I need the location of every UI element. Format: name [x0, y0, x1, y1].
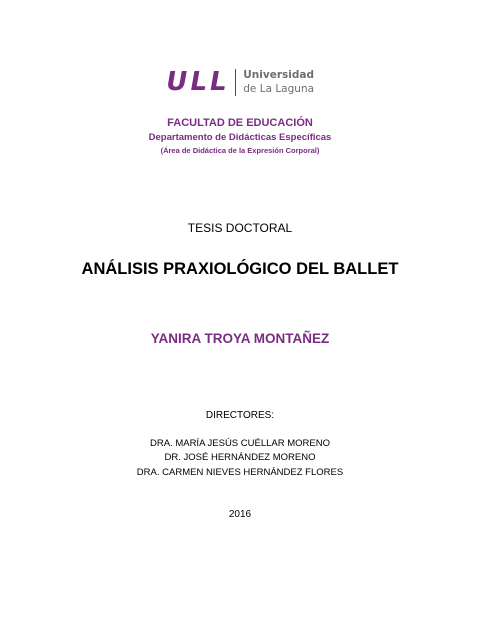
department-heading: Departamento de Didácticas Específicas [148, 132, 332, 143]
year: 2016 [228, 509, 252, 520]
director-name: DRA. MARÍA JESÚS CUÉLLAR MORENO [149, 438, 330, 449]
directors-label: DIRECTORES: [205, 410, 275, 421]
thesis-title: ANÁLISIS PRAXIOLÓGICO DEL BALLET [81, 260, 399, 278]
area-subheading: (Área de Didáctica de la Expresión Corporal) [160, 146, 320, 155]
university-logo [163, 66, 315, 98]
director-name: DR. JOSÉ HERNÁNDEZ MORENO [164, 452, 316, 463]
university-name [243, 68, 314, 96]
director-name: DRA. CARMEN NIEVES HERNÁNDEZ FLORES [136, 467, 344, 478]
ull-logo-mark: ULL [163, 67, 232, 97]
faculty-heading: FACULTAD DE EDUCACIÓN [167, 117, 313, 129]
document-type: TESIS DOCTORAL [187, 221, 293, 235]
university-name-line2: de La Laguna [243, 83, 315, 95]
author-name: YANIRA TROYA MONTAÑEZ [150, 331, 330, 346]
university-name-line1: Universidad [243, 69, 314, 81]
logo-divider [235, 69, 236, 96]
